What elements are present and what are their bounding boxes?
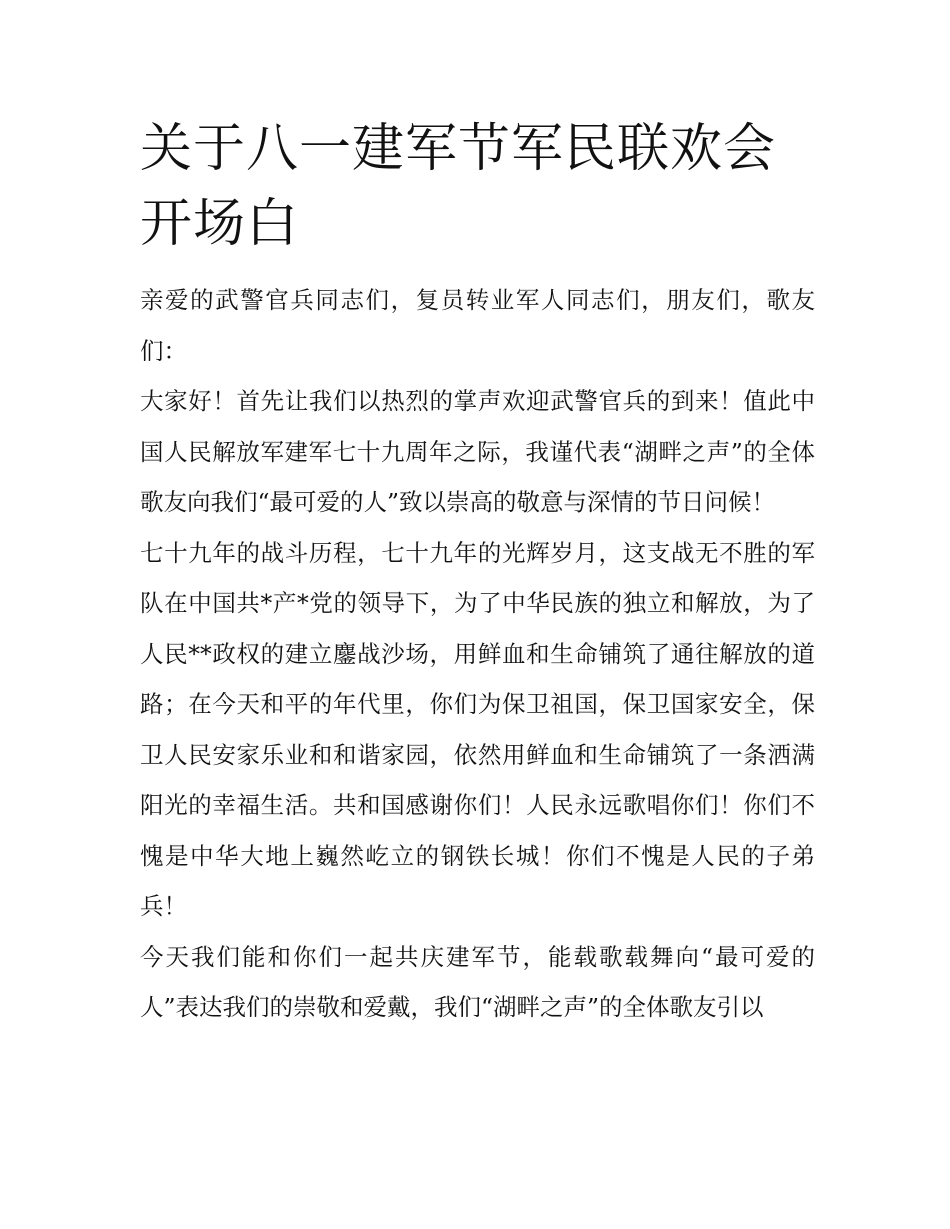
paragraph-celebration: 今天我们能和你们一起共庆建军节，能载歌载舞向“最可爱的人”表达我们的崇敬和爱戴，我们“湖畔之声”的全体歌友引以 <box>140 942 815 1021</box>
paragraph-welcome: 大家好！首先让我们以热烈的掌声欢迎武警官兵的到来！值此中国人民解放军建军七十九周年之际，我谨代表“湖畔之声”的全体歌友向我们“最可爱的人”致以崇高的敬意与深情的节日问候！ <box>140 387 815 516</box>
document-title: 关于八一建军节军民联欢会开场白 <box>140 119 777 254</box>
paragraph-greeting: 亲爱的武警官兵同志们，复员转业军人同志们，朋友们，歌友们： <box>140 286 815 365</box>
document-body <box>140 275 815 1033</box>
paragraph-history: 七十九年的战斗历程，七十九年的光辉岁月，这支战无不胜的军队在中国共*产*党的领导下，为了中华民族的独立和解放，为了人民**政权的建立鏖战沙场，用鲜血和生命铺筑了通往解放的道路；在今天和平的年代里，你们为保卫祖国，保卫国家安全，保卫人民安家乐业和和谐家园，依然用鲜血和生命铺筑了一条洒满阳光的幸福生活。共和国感谢你们！人民永远歌唱你们！你们不愧是中华大地上巍然屹立的钢铁长城！你们不愧是人民的子弟兵！ <box>140 538 815 920</box>
